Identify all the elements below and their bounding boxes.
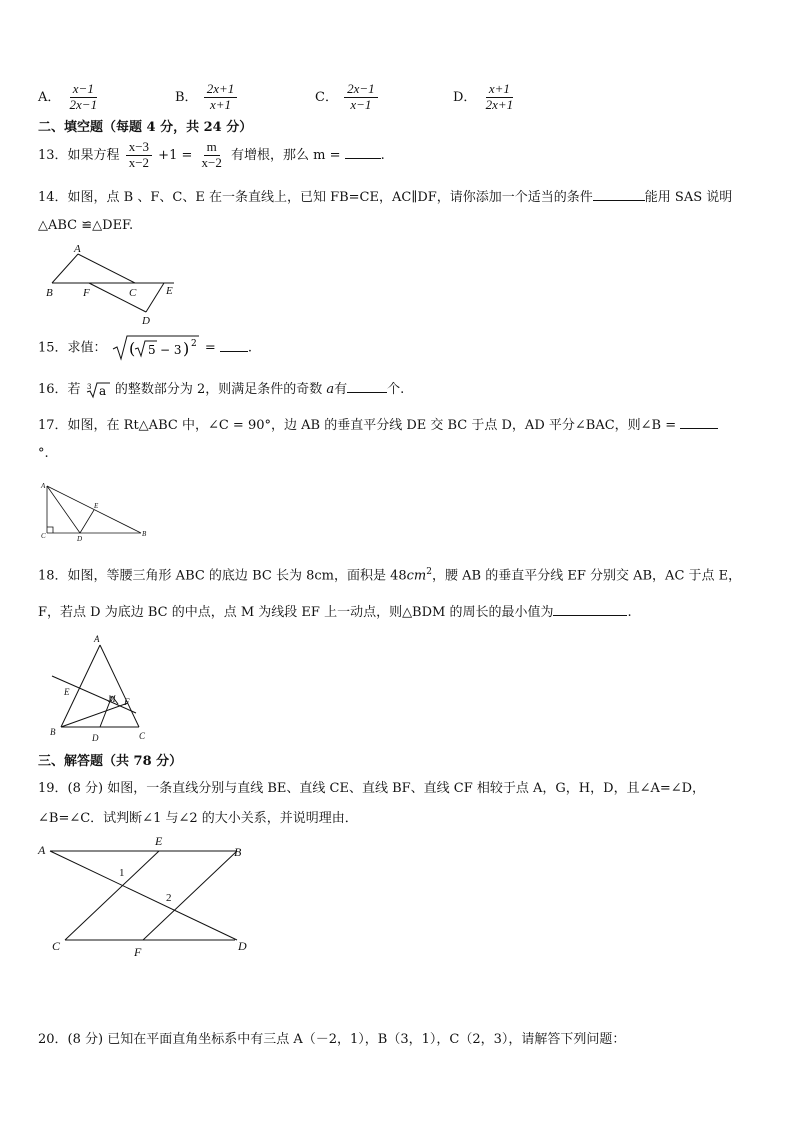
q16-prefix: 16．若 <box>38 382 81 397</box>
q13-suffix: 有增根，那么 m = <box>231 147 341 163</box>
q15-right-paren: ) <box>182 339 189 358</box>
option-b-label: B． <box>175 89 198 105</box>
q19-label-d: D <box>238 939 247 953</box>
option-d <box>453 82 518 113</box>
q13-fraction-1 <box>126 140 152 171</box>
q18-text-end: . <box>627 605 632 620</box>
question-15 <box>38 334 252 362</box>
q14-label-b: B <box>46 287 53 299</box>
q18-label-e: E <box>64 687 70 697</box>
q19-label-e: E <box>155 834 163 848</box>
q13-f1-den: x−2 <box>128 154 150 170</box>
q14-answer-blank[interactable] <box>593 188 645 201</box>
q18-label-a: A <box>94 634 100 644</box>
option-a-fraction <box>67 82 101 113</box>
q15-equals: = <box>204 340 216 356</box>
q18-label-m: M <box>108 694 116 704</box>
q17-label-d: D <box>77 535 83 542</box>
q19-label-c: C <box>52 939 61 953</box>
q15-left-paren: ( <box>128 339 135 358</box>
question-18-line-2 <box>38 603 632 621</box>
q19-label-f: F <box>134 945 142 959</box>
q18-text-a: 18．如图，等腰三角形 ABC 的底边 BC 长为 8cm，面积是 <box>38 568 386 584</box>
q17-line-de <box>80 510 94 533</box>
q14-line-fd <box>89 283 146 312</box>
question-17-line-2: °. <box>38 446 49 461</box>
q16-answer-blank[interactable] <box>347 380 387 393</box>
q17-answer-blank[interactable] <box>680 416 718 429</box>
q18-label-b: B <box>50 727 56 737</box>
q14-line-ba <box>52 254 78 283</box>
q13-f2-den: x−2 <box>201 154 222 170</box>
q18-label-f: F <box>124 697 130 707</box>
option-b <box>175 82 239 113</box>
option-b-numerator: 2x+1 <box>204 82 238 98</box>
q14-label-a: A <box>74 243 81 255</box>
q14-text-end: 能用 SAS 说明 <box>644 190 733 205</box>
option-d-label: D． <box>453 89 477 105</box>
q17-right-angle-mark <box>47 527 53 533</box>
section-2-title: 二、填空题（每题 4 分，共 24 分） <box>38 120 253 135</box>
q14-figure <box>40 242 190 326</box>
option-c-fraction <box>344 82 378 113</box>
q18-text-b: ，腰 AB 的垂直平分线 EF 分别交 AB，AC 于点 E， <box>432 568 742 584</box>
option-b-fraction <box>204 82 238 113</box>
q18-unit: cm <box>406 568 427 584</box>
q15-end: . <box>247 340 253 356</box>
q16-mid: 的整数部分为 2，则满足条件的奇数 <box>114 382 323 397</box>
q18-unit-exp: 2 <box>426 567 432 577</box>
option-c <box>315 82 380 113</box>
question-17-line-1 <box>38 416 718 434</box>
q17-line-ad <box>47 486 80 533</box>
q14-label-c: C <box>129 287 137 299</box>
q14-label-f: F <box>83 287 90 299</box>
q19-label-angle-2: 2 <box>166 892 172 904</box>
q16-end: 个. <box>387 382 405 397</box>
q17-label-e: E <box>94 502 99 510</box>
q18-answer-blank[interactable] <box>553 603 627 616</box>
option-a-label: A． <box>38 89 61 105</box>
q18-line-ac <box>100 645 139 727</box>
q17-label-b: B <box>142 530 147 538</box>
q13-answer-blank[interactable] <box>345 146 381 159</box>
question-19-line-1: 19．(8 分) 如图，一条直线分别与直线 BE、直线 CE、直线 BF、直线 CF 相较于点 A，G，H，D，且∠A=∠D， <box>38 781 706 796</box>
option-c-numerator: 2x−1 <box>344 82 378 98</box>
q17-label-c: C <box>41 532 46 540</box>
q17-text: 17．如图，在 Rt△ABC 中，∠C = 90°，边 AB 的垂直平分线 DE 交 BC 于点 D，AD 平分∠BAC，则∠B = <box>38 418 677 433</box>
option-d-denominator: 2x+1 <box>485 96 514 112</box>
option-c-denominator: x−1 <box>350 96 372 112</box>
q19-line-fb <box>143 851 237 940</box>
question-13 <box>38 140 385 171</box>
q15-radicand: 5 <box>147 343 156 357</box>
option-a-numerator: x−1 <box>70 82 97 98</box>
option-b-denominator: x+1 <box>209 96 231 112</box>
q13-f2-num: m <box>204 140 220 156</box>
question-20-line-1: 20．(8 分) 已知在平面直角坐标系中有三点 A（－2，1），B（3，1），C（2，3），请解答下列问题： <box>38 1032 626 1047</box>
q19-label-angle-1: 1 <box>119 867 125 879</box>
option-d-numerator: x+1 <box>486 82 513 98</box>
q13-prefix: 13．如果方程 <box>38 147 120 163</box>
q16-var: a <box>326 382 335 397</box>
question-18-line-1 <box>38 567 741 584</box>
q17-label-a: A <box>41 482 46 490</box>
q13-mid: +1 = <box>158 147 193 163</box>
q18-figure <box>44 630 156 744</box>
question-16 <box>38 380 404 399</box>
q13-end: . <box>380 147 385 163</box>
q19-label-b: B <box>234 845 242 859</box>
option-a <box>38 82 102 113</box>
q19-label-a: A <box>38 843 46 857</box>
q15-prefix: 15．求值： <box>38 340 107 356</box>
q13-f1-num: x−3 <box>126 140 152 156</box>
q14-line-de <box>146 283 164 312</box>
q14-line-ac <box>78 254 135 283</box>
q13-fraction-2 <box>199 140 225 171</box>
q15-radical-expression <box>111 334 201 362</box>
q15-answer-blank[interactable] <box>220 339 248 352</box>
option-a-denominator: 2x−1 <box>69 96 98 112</box>
q18-text-2: F，若点 D 为底边 BC 的中点，点 M 为线段 EF 上一动点，则△BDM 的周长的最小值为 <box>38 605 554 620</box>
q19-figure <box>30 832 260 960</box>
q14-text: 14．如图，点 B 、F、C、E 在一条直线上，已知 FB=CE，AC∥DF，请你添加一个适当的条件 <box>38 190 593 205</box>
q14-label-d: D <box>142 315 150 326</box>
q16-cube-root <box>85 381 111 399</box>
q14-label-e: E <box>166 285 173 297</box>
q15-minus-three: − 3 <box>159 343 182 357</box>
section-3-title: 三、解答题（共 78 分） <box>38 754 183 769</box>
q18-label-d: D <box>92 733 99 743</box>
q16-root-var: a <box>98 383 106 398</box>
q16-root-index: 3 <box>86 382 92 391</box>
option-c-label: C． <box>315 89 338 105</box>
q17-figure <box>38 480 156 542</box>
question-19-line-2: ∠B=∠C．试判断∠1 与∠2 的大小关系，并说明理由． <box>38 811 358 826</box>
question-14-line-1 <box>38 188 732 206</box>
option-d-fraction <box>483 82 517 113</box>
question-14-line-2: △ABC ≌△DEF. <box>38 218 134 233</box>
q19-line-ad <box>50 851 237 940</box>
q18-area: 48 <box>390 568 407 584</box>
q16-suffix: 有 <box>334 382 348 397</box>
q15-exponent: 2 <box>190 339 197 349</box>
q18-label-c: C <box>139 731 146 741</box>
